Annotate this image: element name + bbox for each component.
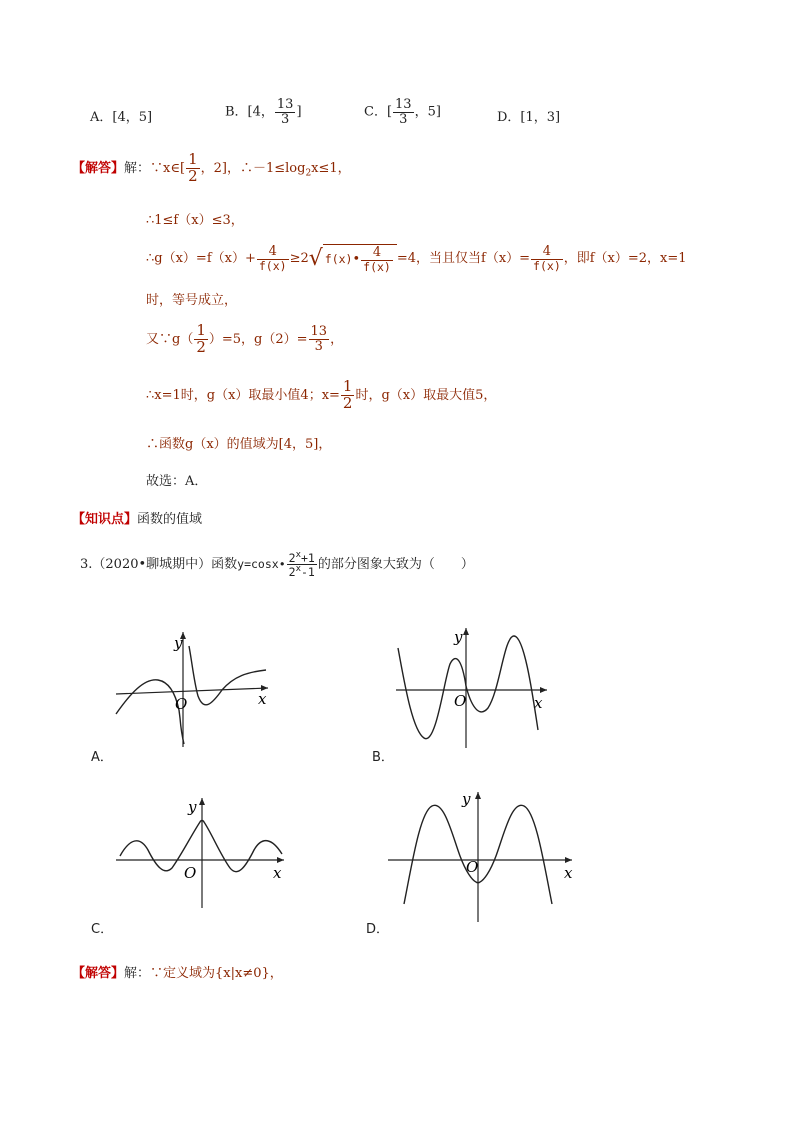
q3-den-base: 2 xyxy=(288,564,296,579)
question-3-suffix: 的部分图象大致为（ ） xyxy=(317,556,474,572)
option-d: D．[1，3] xyxy=(497,110,561,125)
graph-a-curve-right xyxy=(189,646,266,705)
solution-line-3-a: ∴g（x）=f（x）+ xyxy=(146,250,256,266)
solution-line-6-b: 时，g（x）取最大值5， xyxy=(355,387,497,403)
solution2-text: ∵定义域为{x|x≠0}， xyxy=(150,966,283,981)
sqrt-frac-num: 4 xyxy=(361,246,393,261)
solution-line-3-c: =4，当且仅当f（x）= xyxy=(396,250,531,266)
graph-c-label: C． xyxy=(91,922,114,937)
solution-line-1-b: ，2]，∴－1≤log xyxy=(200,160,306,176)
solution-line-4: 时，等号成立， xyxy=(146,293,238,308)
solution-line-5-c: ， xyxy=(330,331,344,347)
graph-c-x-arrow xyxy=(277,857,284,863)
graph-c-origin: O xyxy=(184,864,197,882)
graph-a-x-label: x xyxy=(258,690,267,708)
option-c-prefix: C．[ xyxy=(364,104,393,120)
solution-line-3-b: ≥2 xyxy=(289,250,309,266)
graph-a xyxy=(108,622,278,752)
graph-c-y-arrow xyxy=(199,798,205,805)
graph-b-y-arrow xyxy=(463,628,469,635)
solution-line-1-num: 1 xyxy=(188,150,198,168)
line5-frac2-num: 13 xyxy=(310,324,328,340)
line6-frac-num: 1 xyxy=(342,377,353,395)
q3-den-rest: -1 xyxy=(300,564,315,579)
graph-b-label: B． xyxy=(372,750,394,765)
sqrt-icon: √ xyxy=(308,245,323,271)
line3-frac2-num: 4 xyxy=(531,245,563,260)
graph-d-x-arrow xyxy=(565,857,572,863)
knowledge-text: 函数的值域 xyxy=(137,512,203,527)
graph-b-x-label: x xyxy=(534,694,543,712)
graph-d xyxy=(386,784,578,924)
solution-line-5 xyxy=(146,323,343,356)
solution-line-2: ∴1≤f（x）≤3， xyxy=(146,213,244,228)
graph-d-label: D． xyxy=(366,922,390,937)
knowledge-tag: 【知识点】 xyxy=(72,512,138,527)
graph-c xyxy=(108,792,293,912)
solution-line-7: ∴函数g（x）的值域为[4，5]， xyxy=(146,437,332,452)
line3-frac1-num: 4 xyxy=(257,245,289,260)
graph-b-x-arrow xyxy=(540,687,547,693)
graph-a-x-axis xyxy=(116,688,268,694)
graph-b-y-label: y xyxy=(454,628,463,646)
line5-frac2-den: 3 xyxy=(314,338,323,354)
line6-frac-den: 2 xyxy=(342,393,353,412)
solution2-line-1 xyxy=(72,962,283,981)
line3-frac1-den: f(x) xyxy=(258,258,287,273)
graph-a-origin: O xyxy=(175,695,188,713)
option-a: A．[4，5] xyxy=(90,110,153,125)
graph-a-label: A． xyxy=(91,750,113,765)
option-c-denominator: 3 xyxy=(399,111,408,127)
sqrt-dot: • xyxy=(352,251,361,267)
sqrt-frac-den: f(x) xyxy=(363,259,391,274)
option-c-suffix: ，5] xyxy=(414,104,441,120)
q3-num-base: 2 xyxy=(288,550,296,565)
graph-a-curve-left xyxy=(116,680,184,744)
question-3-func: y=cosx• xyxy=(237,556,286,571)
question-3-prefix: 3.（2020•聊城期中）函数 xyxy=(80,556,238,572)
graph-c-y-label: y xyxy=(188,798,197,816)
solution-line-3-d: ，即f（x）=2，x=1 xyxy=(563,250,687,266)
option-c-numerator: 13 xyxy=(395,97,412,112)
option-b-numerator: 13 xyxy=(276,97,294,112)
line5-frac1-num: 1 xyxy=(196,321,206,339)
solution-line-8: 故选：A． xyxy=(146,474,208,489)
solution-line-5-a: 又∵g（ xyxy=(146,331,194,347)
line5-frac1-den: 2 xyxy=(196,337,206,356)
solution-line-6-a: ∴x=1时，g（x）取最小值4；x= xyxy=(146,387,340,403)
graph-d-origin: O xyxy=(466,858,479,876)
solution2-jie: 解： xyxy=(124,966,151,981)
option-b xyxy=(225,98,302,126)
graph-d-y-arrow xyxy=(475,792,481,799)
line3-frac2-den: f(x) xyxy=(533,258,561,273)
option-b-prefix: B．[4， xyxy=(225,104,274,120)
q3-den-exp: x xyxy=(295,563,301,574)
graph-a-y-label: y xyxy=(174,634,183,652)
solution-line-1-den: 2 xyxy=(188,166,198,185)
solution-line-1 xyxy=(72,152,351,185)
solution-line-3 xyxy=(146,244,687,273)
knowledge-point xyxy=(72,508,202,527)
graph-d-x-label: x xyxy=(564,864,573,882)
solution-line-1-sub: 2 xyxy=(305,168,312,179)
option-b-denominator: 3 xyxy=(281,111,290,127)
solution-line-1-c: x≤1， xyxy=(311,160,351,176)
graph-c-x-label: x xyxy=(273,864,282,882)
solution-line-5-b: ）=5，g（2）= xyxy=(208,331,308,347)
graph-b-origin: O xyxy=(454,692,467,710)
option-b-suffix: ] xyxy=(296,104,302,120)
graph-b xyxy=(392,620,557,750)
solution-line-6 xyxy=(146,379,496,412)
graph-d-y-label: y xyxy=(462,790,471,808)
option-c xyxy=(364,98,441,126)
q3-num-rest: +1 xyxy=(300,550,315,565)
solution-tag: 【解答】 xyxy=(72,160,125,176)
q3-num-exp: x xyxy=(295,550,301,560)
solution2-tag: 【解答】 xyxy=(72,966,125,981)
graph-b-curve xyxy=(398,636,538,739)
solution-jie: 解： xyxy=(124,160,151,176)
sqrt-term: f(x) xyxy=(324,251,353,266)
graph-c-curve xyxy=(120,821,282,872)
solution-line-1-a: ∵x∈[ xyxy=(150,160,186,176)
question-3 xyxy=(80,551,474,578)
